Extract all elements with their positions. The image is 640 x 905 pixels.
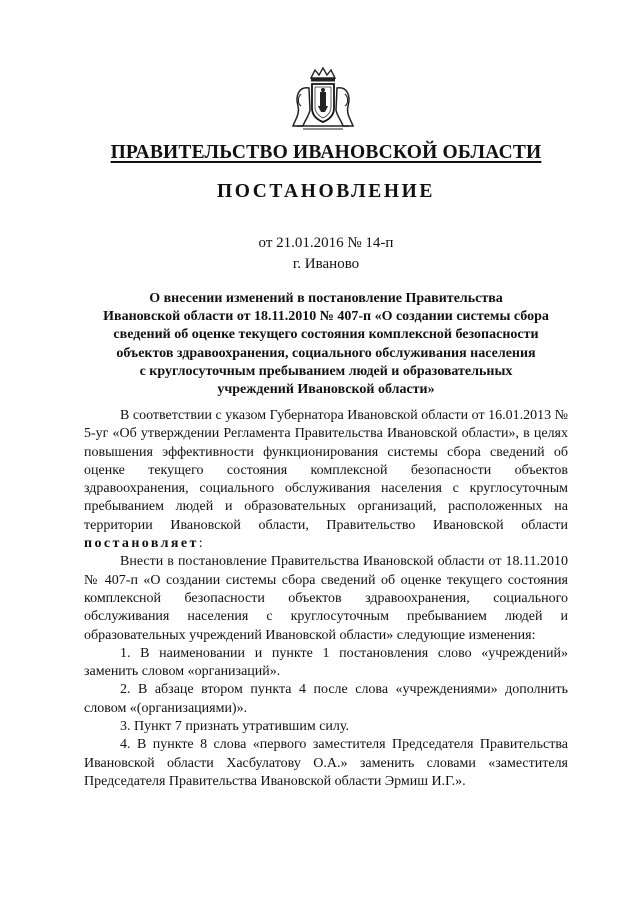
subject-line: с круглосуточным пребыванием людей и образовательных bbox=[139, 363, 513, 379]
decides-word: постановляет bbox=[84, 536, 199, 552]
amendment-item: 3. Пункт 7 признать утратившим силу. bbox=[120, 719, 349, 735]
subject-line: учреждений Ивановской области» bbox=[217, 382, 435, 398]
amendment-item: 4. В пункте 8 слова «первого заместителя Председателя Правительства Ивановской области Хасбулатову О.А.» заменить словами «заместителя Председателя Правительства Ивановской области Эрмиш И.Г.». bbox=[84, 737, 568, 789]
document-date-number: от 21.01.2016 № 14-п bbox=[258, 235, 394, 251]
decides-colon: : bbox=[198, 536, 203, 552]
document-subject bbox=[70, 290, 582, 399]
document-body bbox=[84, 407, 568, 791]
government-title: ПРАВИТЕЛЬСТВО ИВАНОВСКОЙ ОБЛАСТИ bbox=[110, 142, 542, 163]
document-city: г. Иваново bbox=[292, 256, 360, 272]
document-type: ПОСТАНОВЛЕНИЕ bbox=[216, 181, 436, 202]
intro-paragraph: Внести в постановление Правительства Ивановской области от 18.11.2010 № 407-п «О создании системы сбора сведений об оценке текущего состояния комплексной безопасности объектов здравоохранения, социального обслуживания населения с круглосуточным пребыванием людей и образовательных учреждений Ивановской области» следующие изменения: bbox=[84, 554, 568, 643]
subject-line: объектов здравоохранения, социального обслуживания населения bbox=[116, 345, 536, 361]
coat-of-arms-icon bbox=[289, 66, 357, 132]
subject-line: Ивановской области от 18.11.2010 № 407-п «О создании системы сбора bbox=[103, 309, 549, 325]
amendment-item: 1. В наименовании и пункте 1 постановления слово «учреждений» заменить словом «организаций». bbox=[84, 645, 568, 680]
subject-line: сведений об оценке текущего состояния комплексной безопасности bbox=[113, 327, 539, 343]
subject-line: О внесении изменений в постановление Правительства bbox=[149, 291, 503, 306]
preamble-paragraph bbox=[84, 407, 568, 553]
amendment-item: 2. В абзаце втором пункта 4 после слова «учреждениями» дополнить словом «(организациями)». bbox=[84, 682, 568, 716]
preamble-text: В соответствии с указом Губернатора Ивановской области от 16.01.2013 № 5-уг «Об утверждении Регламента Правительства Ивановской области», в целях повышения эффективности функционирования системы сбора сведений об оценке текущего состояния комплексной безопасности объектов здравоохранения, социального обслуживания населения с круглосуточным пребыванием людей и образовательных организаций, расположенных на территории Ивановской области, Правительство Ивановской области bbox=[84, 408, 568, 533]
